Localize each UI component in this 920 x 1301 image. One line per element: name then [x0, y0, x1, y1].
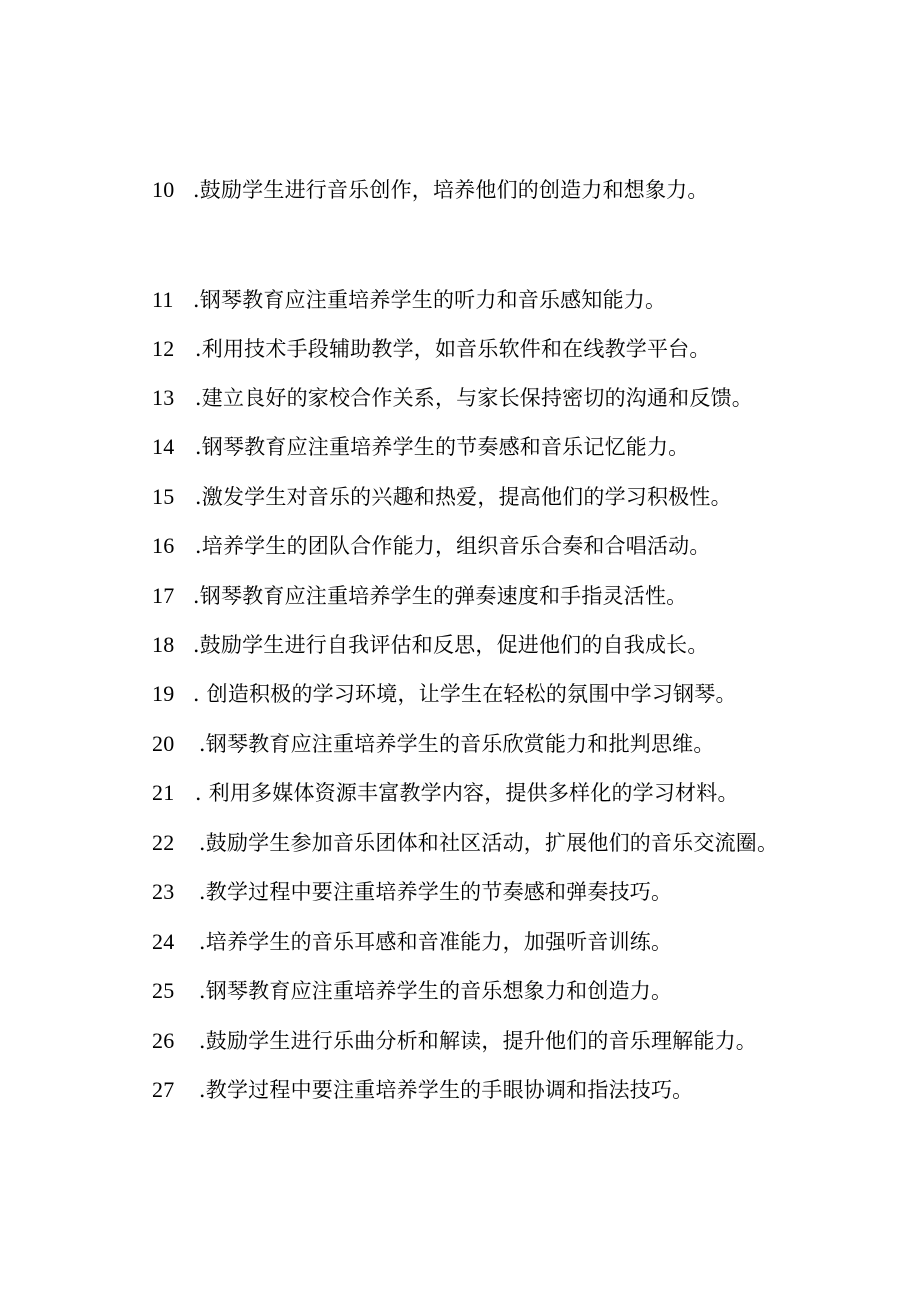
- item-text: .利用技术手段辅助教学，如音乐软件和在线教学平台。: [194, 337, 711, 361]
- list-item: [152, 922, 672, 962]
- list-item: [152, 477, 732, 517]
- item-number: 18: [152, 632, 175, 657]
- list-item: [152, 576, 687, 616]
- list-item: [152, 971, 672, 1011]
- item-text: .钢琴教育应注重培养学生的音乐欣赏能力和批判思维。: [198, 732, 715, 756]
- item-text: .培养学生的音乐耳感和音准能力，加强听音训练。: [198, 930, 673, 954]
- item-text: .建立良好的家校合作关系，与家长保持密切的沟通和反馈。: [194, 386, 753, 410]
- list-item: [152, 427, 689, 467]
- item-number: 11: [152, 287, 174, 312]
- item-number: 15: [152, 484, 175, 509]
- item-text: .培养学生的团队合作能力，组织音乐合奏和合唱活动。: [194, 534, 711, 558]
- item-number: 24: [152, 929, 175, 954]
- list-item: [152, 1070, 693, 1110]
- item-text: .钢琴教育应注重培养学生的音乐想象力和创造力。: [198, 979, 673, 1003]
- item-number: 25: [152, 978, 175, 1003]
- item-number: 20: [152, 731, 175, 756]
- list-item: [152, 329, 711, 369]
- list-item: [152, 872, 672, 912]
- item-number: 10: [152, 177, 175, 202]
- list-item: [152, 378, 753, 418]
- item-text: .鼓励学生参加音乐团体和社区活动，扩展他们的音乐交流圈。: [198, 831, 779, 855]
- item-number: 13: [152, 385, 175, 410]
- item-text: .教学过程中要注重培养学生的节奏感和弹奏技巧。: [198, 880, 673, 904]
- list-item: [152, 773, 739, 813]
- list-item: [152, 170, 709, 210]
- list-item: [152, 625, 709, 665]
- list-item: [152, 674, 737, 714]
- item-text: . 创造积极的学习环境，让学生在轻松的氛围中学习钢琴。: [192, 682, 737, 706]
- item-number: 17: [152, 583, 175, 608]
- list-item: [152, 1021, 757, 1061]
- item-text: .鼓励学生进行乐曲分析和解读，提升他们的音乐理解能力。: [198, 1029, 757, 1053]
- item-text: .鼓励学生进行音乐创作，培养他们的创造力和想象力。: [192, 178, 709, 202]
- item-text: .鼓励学生进行自我评估和反思，促进他们的自我成长。: [192, 633, 709, 657]
- item-number: 19: [152, 681, 175, 706]
- item-text: .钢琴教育应注重培养学生的听力和音乐感知能力。: [192, 288, 667, 312]
- item-number: 22: [152, 830, 175, 855]
- item-text: .钢琴教育应注重培养学生的弹奏速度和手指灵活性。: [192, 584, 688, 608]
- list-item: [152, 526, 711, 566]
- item-number: 26: [152, 1028, 175, 1053]
- item-number: 27: [152, 1077, 175, 1102]
- item-text: . 利用多媒体资源丰富教学内容，提供多样化的学习材料。: [194, 781, 739, 805]
- list-item: [152, 280, 666, 320]
- item-number: 23: [152, 879, 175, 904]
- item-number: 14: [152, 434, 175, 459]
- item-number: 12: [152, 336, 175, 361]
- item-number: 21: [152, 780, 175, 805]
- item-text: .钢琴教育应注重培养学生的节奏感和音乐记忆能力。: [194, 435, 690, 459]
- list-item: [152, 724, 715, 764]
- item-number: 16: [152, 533, 175, 558]
- item-text: .教学过程中要注重培养学生的手眼协调和指法技巧。: [198, 1078, 694, 1102]
- item-text: .激发学生对音乐的兴趣和热爱，提高他们的学习积极性。: [194, 485, 732, 509]
- list-item: [152, 823, 778, 863]
